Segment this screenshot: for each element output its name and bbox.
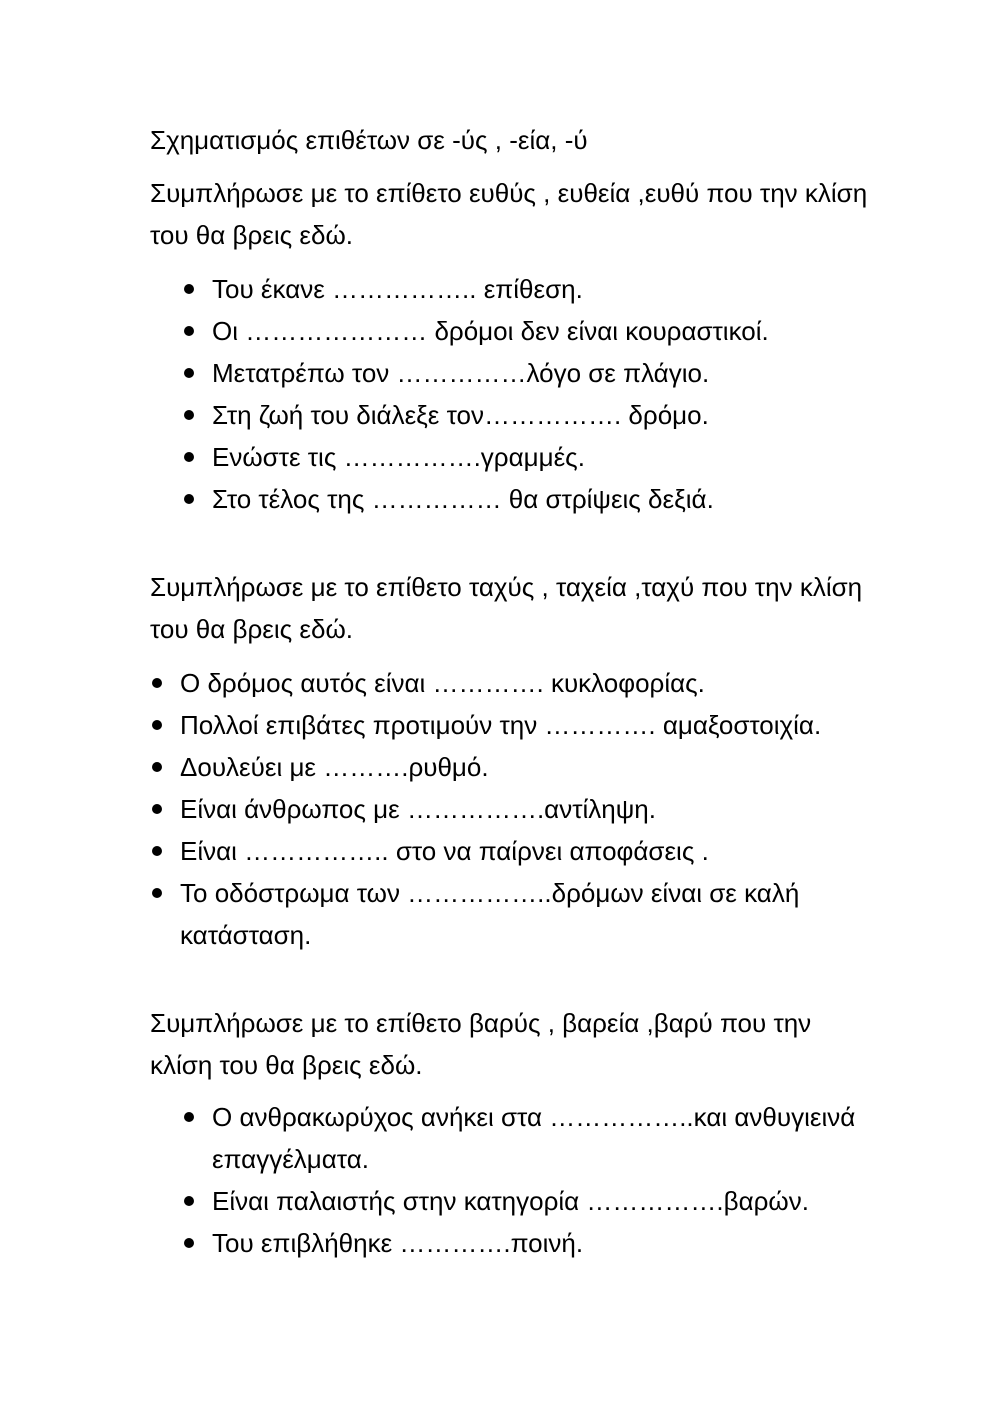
list-item [182, 1180, 882, 1222]
list-item-text: Το οδόστρωμα των ……………..δρόμων είναι σε καλή κατάσταση. [180, 878, 800, 950]
list-item-text: Δουλεύει με ……….ρυθμό. [180, 752, 489, 782]
list-item-text: Είναι …………….. στο να παίρνει αποφάσεις . [180, 836, 709, 866]
bullet-icon [152, 762, 162, 772]
list-item-text: Ο ανθρακωρύχος ανήκει στα ……………..και ανθυγιεινά επαγγέλματα. [212, 1102, 856, 1174]
list-item [150, 746, 870, 788]
bullet-icon [152, 888, 162, 898]
list-item [182, 1222, 882, 1264]
bullet-icon [184, 1112, 194, 1122]
list-item-text: Ενώστε τις …………….γραμμές. [212, 442, 585, 472]
bullet-icon [152, 846, 162, 856]
bullet-icon [184, 326, 194, 336]
list-item-text: Μετατρέπω τον ……………λόγο σε πλάγιο. [212, 358, 710, 388]
bullet-icon [184, 410, 194, 420]
list-item-text: Οι ………………… δρόμοι δεν είναι κουραστικοί. [212, 316, 769, 346]
list-item [150, 830, 870, 872]
list-item-text: Στη ζωή του διάλεξε τον……………. δρόμο. [212, 400, 709, 430]
section-2-list [150, 662, 870, 956]
list-item [150, 704, 870, 746]
list-item [150, 662, 870, 704]
list-item-text: Πολλοί επιβάτες προτιμούν την …………. αμαξοστοιχία. [180, 710, 822, 740]
list-item [182, 352, 882, 394]
bullet-icon [184, 494, 194, 504]
list-item-text: Είναι άνθρωπος με …………….αντίληψη. [180, 794, 656, 824]
list-item-text: Του έκανε …………….. επίθεση. [212, 274, 583, 304]
bullet-icon [152, 678, 162, 688]
list-item [150, 872, 870, 956]
bullet-icon [184, 1196, 194, 1206]
bullet-icon [184, 1238, 194, 1248]
list-item-text: Στο τέλος της …………… θα στρίψεις δεξιά. [212, 484, 714, 514]
bullet-icon [152, 720, 162, 730]
list-item [182, 394, 882, 436]
bullet-icon [184, 284, 194, 294]
list-item [182, 1096, 882, 1180]
list-item [150, 788, 870, 830]
section-3-list [182, 1096, 882, 1264]
page-title: Σχηματισμός επιθέτων σε -ύς , -εία, -ύ [150, 125, 588, 155]
list-item [182, 310, 882, 352]
section-1-instruction: Συμπλήρωσε με το επίθετο ευθύς , ευθεία ,ευθύ που την κλίση του θα βρεις εδώ. [150, 178, 868, 250]
section-3-instruction: Συμπλήρωσε με το επίθετο βαρύς , βαρεία ,βαρύ που την κλίση του θα βρεις εδώ. [150, 1008, 812, 1080]
list-item-text: Είναι παλαιστής στην κατηγορία …………….βαρών. [212, 1186, 809, 1216]
list-item [182, 478, 882, 520]
section-1-list [182, 268, 882, 520]
bullet-icon [152, 804, 162, 814]
list-item-text: Ο δρόμος αυτός είναι …………. κυκλοφορίας. [180, 668, 705, 698]
list-item-text: Του επιβλήθηκε ………….ποινή. [212, 1228, 584, 1258]
bullet-icon [184, 368, 194, 378]
section-2-instruction: Συμπλήρωσε με το επίθετο ταχύς , ταχεία ,ταχύ που την κλίση του θα βρεις εδώ. [150, 572, 863, 644]
list-item [182, 268, 882, 310]
bullet-icon [184, 452, 194, 462]
list-item [182, 436, 882, 478]
